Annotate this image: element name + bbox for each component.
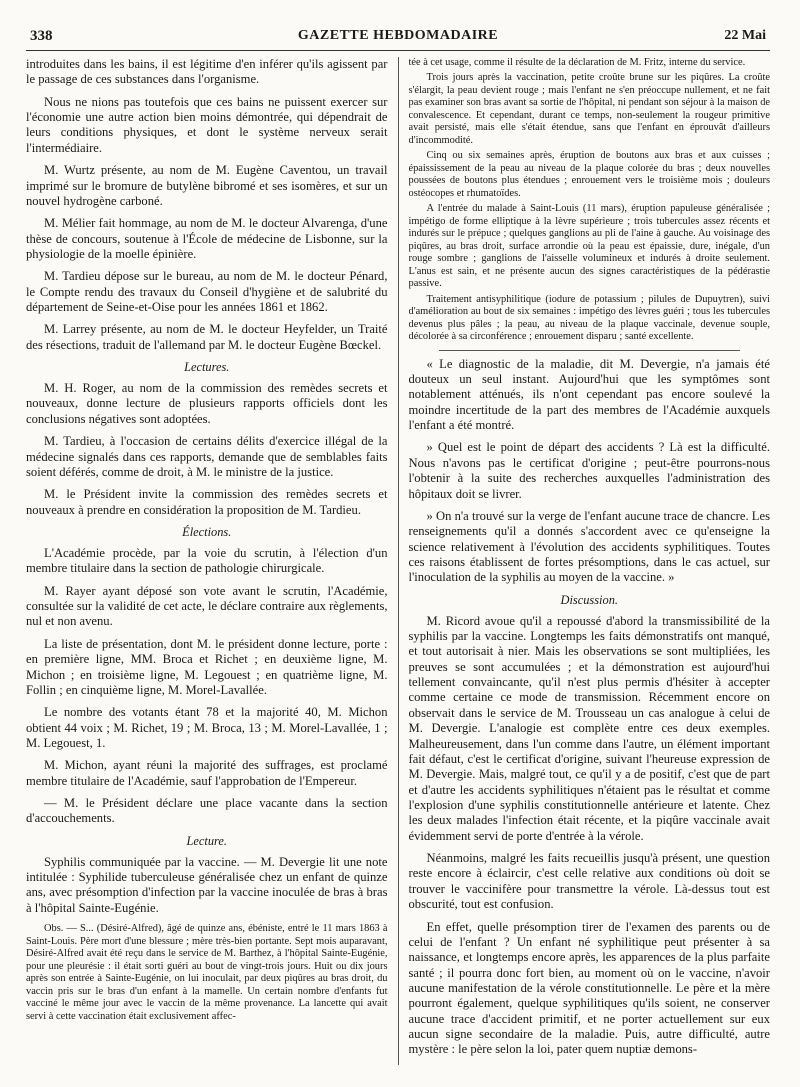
paragraph: Trois jours après la vaccination, petite croûte brune sur les piqûres. La croûte s'élargit, la peau devient rouge ; mais l'enfant ne s'en préoccupe nullement, et ne fait pas examiner son bras avant sa sortie de l'hôpital, ni pendant son séjour à la maison de convalescence. Et cependant, durant ce temps, non-seulement la rougeur primitive avait persisté, mais elle s'était étendue, sans que l'enfant en éprouvât d'ailleurs d'incommodité. xyxy=(408,72,770,146)
paragraph: M. le Président invite la commission des remèdes secrets et nouveaux à prendre en considération la proposition de M. Tardieu. xyxy=(26,487,388,517)
two-column-body xyxy=(26,57,770,1065)
running-header xyxy=(26,22,770,51)
paragraph: L'Académie procède, par la voie du scrutin, à l'élection d'un membre titulaire dans la section de pathologie chirurgicale. xyxy=(26,545,388,576)
paragraph: A l'entrée du malade à Saint-Louis (11 mars), éruption papuleuse généralisée ; impétigo de forme elliptique à la lèvre supérieure ; trois tubercules assez récents et indurés sur le prépuce ; quelques ganglions au pli de l'aine à gauche. Au voisinage des piqûres, au bras droit, surface arrondie où la peau est épaissie, dure, inégale, d'un rouge sombre ; ganglions de l'aisselle volumineux et indurés à droite seulement. L'anus est sain, et ne présente aucun des signes caractéristiques de la pédérastie passive. xyxy=(408,203,770,290)
paragraph: M. Wurtz présente, au nom de M. Eugène Caventou, un travail imprimé sur le bromure de butylène bibromé et ses isomères, et sur un nouvel hydrogène carboné. xyxy=(26,163,388,208)
section-heading-lectures: Lectures. xyxy=(184,360,230,375)
quote-paragraph: « Le diagnostic de la maladie, dit M. Devergie, n'a jamais été douteux un seul instant. Aujourd'hui que les symptômes sont notablement atténués, ils n'ont cependant pas encore soulevé la moindre incertitude de la part des membres de l'Académie auxquels l'enfant a été montré. xyxy=(408,356,770,433)
divider xyxy=(439,350,741,351)
paragraph: Néanmoins, malgré les faits recueillis jusqu'à présent, une question reste encore à éclaircir, c'est celle relative aux conditions où doit se trouver le vaccinifère pour transmettre la vérole. Là-dessus tout est obscurité, tout est confusion. xyxy=(408,851,770,912)
paragraph: M. Ricord avoue qu'il a repoussé d'abord la transmissibilité de la syphilis par la vaccine. Longtemps les faits démonstratifs ont manqué, et tout autorisait à nier. Mais les observations se sont multipliées, les preuves se sont accumulées ; et la démonstration est aujourd'hui tellement convaincante, qu'il n'est plus permis d'hésiter à accepter comme certaine ce mode de transmission. Récemment encore on observait dans le service de M. Trousseau un cas analogue à celui de M. Devergie. L'analogie est complète entre ces deux exemples. Malheureusement, dans l'un comme dans l'autre, un élément important fait défaut, c'est le certificat d'origine, suivant l'heureuse expression de M. Devergie. Mais, malgré tout, ce qu'il y a de positif, c'est que de part et d'autre les accidents syphilitiques n'étaient pas le résultat et comme l'explosion d'une syphilis constitutionnelle antérieure et latente. Chez les deux malades l'infection était récente, et la piqûre vaccinale avait évidemment servi de porte d'entrée à la vérole. xyxy=(408,613,770,843)
paragraph: introduites dans les bains, il est légitime d'en inférer qu'ils agissent par le passage de ces substances dans l'organisme. xyxy=(26,57,388,87)
paragraph: M. Rayer ayant déposé son vote avant le scrutin, l'Académie, consultée sur la validité de cet acte, le déclare contraire aux règlements, nul et non avenu. xyxy=(26,583,388,629)
section-heading-discussion: Discussion. xyxy=(560,592,618,607)
section-heading-lecture: Lecture. xyxy=(186,833,227,848)
observation-continued xyxy=(409,57,771,344)
paragraph: — M. le Président déclare une place vacante dans la section d'accouchements. xyxy=(26,796,388,826)
quote-paragraph: » Quel est le point de départ des accidents ? Là est la difficulté. Nous n'avons pas le certificat d'origine ; peut-être pourrons-nous l'obtenir à la suite des recherches auxquelles l'administration des hôpitaux doit se livrer. xyxy=(408,440,770,501)
paragraph: M. Tardieu dépose sur le bureau, au nom de M. le docteur Pénard, le Compte rendu des travaux du Conseil d'hygiène et de salubrité du département de Seine-et-Oise pour les années 1861 et 1862. xyxy=(26,269,388,315)
paragraph: M. Michon, ayant réuni la majorité des suffrages, est proclamé membre titulaire de l'Académie, sauf l'approbation de l'Empereur. xyxy=(26,758,388,788)
paragraph: En effet, quelle présomption tirer de l'examen des parents ou de celui de l'enfant ? Un enfant né syphilitique peut présenter à sa naissance, et longtemps encore après, les apparences de la plus parfaite santé ; il pourra donc fort bien, au moment où on le vaccine, n'avoir aucune manifestation de la vérole constitutionnelle. Le père et la mère pourront également, quelque syphilitiques qu'ils soient, ne conserver aucune trace d'accident primitif, et ne porter actuellement sur eux aucun signe secondaire de la maladie. Puis, autre difficulté, autre mystère : le père selon la loi, pater quem nuptiæ demons- xyxy=(408,919,770,1057)
paragraph: Nous ne nions pas toutefois que ces bains ne puissent exercer sur l'économie une autre action bien moins démontrée, qui dépendrait de leurs conditions physiques, et dont le système nerveux serait l'intermédiaire. xyxy=(26,94,388,155)
left-column xyxy=(26,57,399,1065)
issue-date: 22 Mai xyxy=(724,28,766,43)
paragraph: Le nombre des votants étant 78 et la majorité 40, M. Michon obtient 44 voix ; M. Richet, 19 ; M. Broca, 13 ; M. Morel-Lavallée, 1 ; M. Legouest, 1. xyxy=(26,705,388,750)
paragraph: M. Larrey présente, au nom de M. le docteur Heyfelder, un Traité des résections, traduit de l'allemand par M. le docteur Eugène Bœckel. xyxy=(26,322,388,352)
paragraph: Syphilis communiquée par la vaccine. — M. Devergie lit une note intitulée : Syphilide tuberculeuse généralisée chez un enfant de quinze ans, avec présomption d'infection par la vaccine inoculée de bras à bras à l'hôpital Sainte-Eugénie. xyxy=(26,854,388,915)
paragraph: M. H. Roger, au nom de la commission des remèdes secrets et nouveaux, donne lecture de plusieurs rapports officiels dont les conclusions négatives sont adoptées. xyxy=(26,381,388,426)
observation-paragraph: Obs. — S... (Désiré-Alfred), âgé de quinze ans, ébéniste, entré le 11 mars 1863 à Saint-Louis. Père mort d'une blessure ; mère très-bien portante. Sept mois auparavant, Désiré-Alfred avait été reçu dans le service de M. Barthez, à l'hôpital Sainte-Eugénie, pour une pleurésie : il était sorti guéri au bout de vingt-trois jours. Huit ou dix jours après son entrée à Sainte-Eugénie, on lui inoculait, par deux piqûres au bras droit, du vaccin pris sur le bras d'un enfant à la mamelle. Un certain nombre d'enfants fut vacciné le même jour avec le vaccin de la même provenance. La lancette qui avait servi à cette vaccination était exclusivement affec- xyxy=(26,923,388,1022)
section-heading-elections: Élections. xyxy=(182,524,232,539)
paragraph: M. Mélier fait hommage, au nom de M. le docteur Alvarenga, d'une thèse de concours, soutenue à l'École de médecine de Lisbonne, sur la physiologie de la moelle épinière. xyxy=(26,216,388,261)
paragraph: tée à cet usage, comme il résulte de la déclaration de M. Fritz, interne du service. xyxy=(408,57,746,68)
paragraph: M. Tardieu, à l'occasion de certains délits d'exercice illégal de la médecine signalés dans ces rapports, demande que de semblables faits soient déférés, comme de droit, à M. le ministre de la justice. xyxy=(26,434,388,479)
paragraph: Cinq ou six semaines après, éruption de boutons aux bras et aux cuisses ; épaississement de la peau au niveau de la plaque colorée du bras ; deux nouvelles poussées de boutons plus étendues ; enrouement vers le troisième mois ; douleurs ostéocopes et rhumatoïdes. xyxy=(408,150,770,199)
page-number: 338 xyxy=(30,28,53,44)
quote-paragraph: » On n'a trouvé sur la verge de l'enfant aucune trace de chancre. Les renseignements qu'il a donnés s'accordent avec ce qu'enseigne la science relativement à l'évolution des accidents syphilitiques. Toutes ces raisons établissent de fortes présomptions, dans le cas actuel, sur l'inoculation de la syphilis au moyen de la vaccine. » xyxy=(408,508,770,585)
paragraph: La liste de présentation, dont M. le président donne lecture, porte : en première ligne, MM. Broca et Richet ; en deuxième ligne, M. Michon ; en troisième ligne, M. Legouest ; en quatrième ligne, M. Follin ; en cinquième ligne, M. Morel-Lavallée. xyxy=(26,636,388,697)
journal-title: GAZETTE HEBDOMADAIRE xyxy=(297,28,499,43)
paragraph: Traitement antisyphilitique (iodure de potassium ; pilules de Dupuytren), suivi d'amélioration au bout de six semaines : impétigo des lèvres guéri ; tous les tubercules devenus plus pâles ; la peau, au niveau de la plaque vaccinale, devenue souple, décolorée à sa circonférence ; enrouement disparu ; santé excellente. xyxy=(408,293,770,343)
right-column xyxy=(409,57,771,1065)
